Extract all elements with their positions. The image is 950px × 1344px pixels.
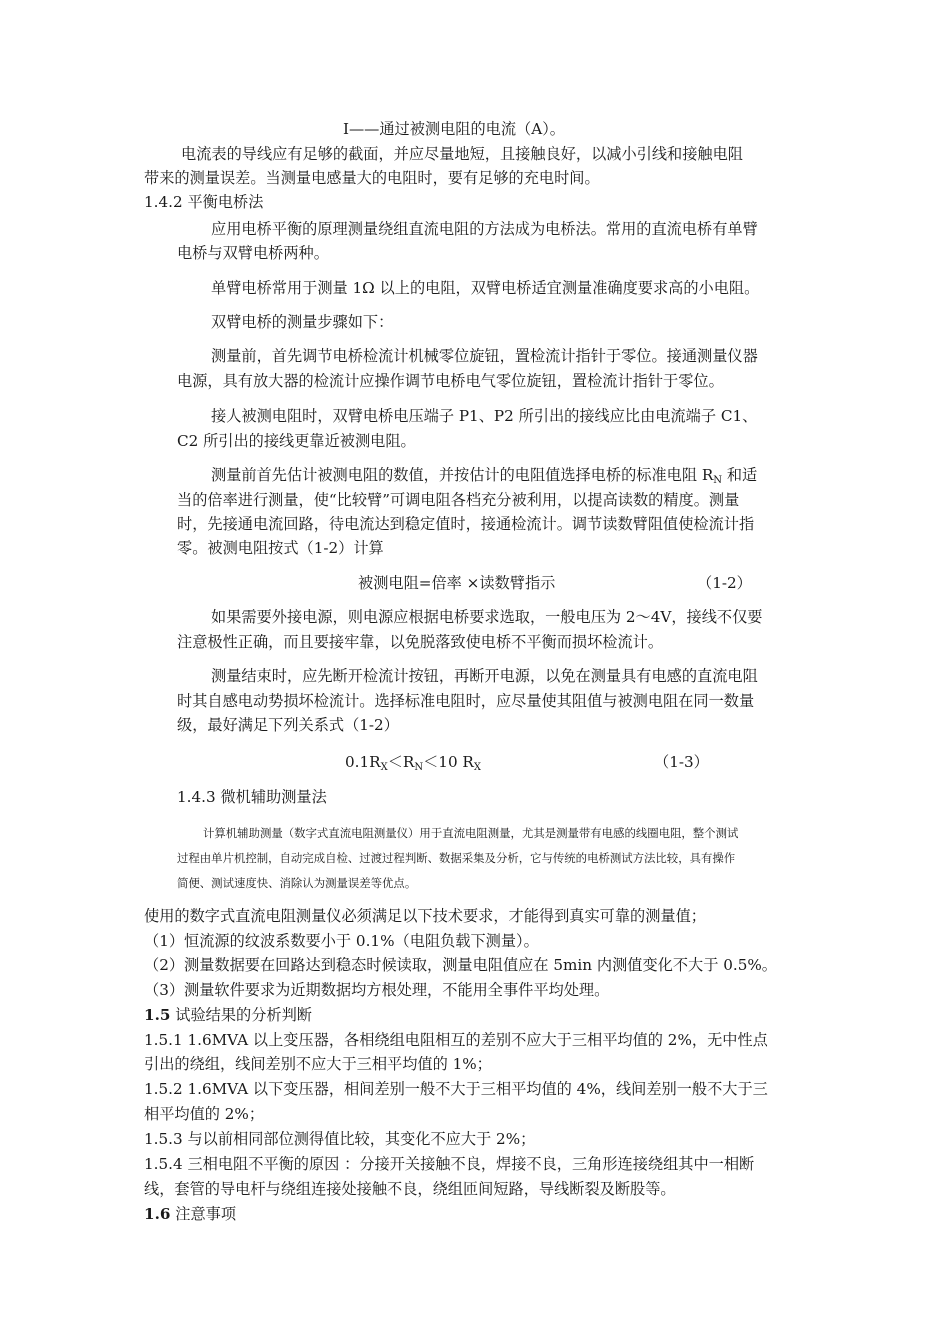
paragraph-line: 如果需要外接电源，则电源应根据电桥要求选取，一般电压为 2～4V，接线不仅要 <box>211 608 763 626</box>
heading-number: 1.5 <box>144 1006 171 1024</box>
paragraph-line: 双臂电桥的测量步骤如下： <box>211 313 394 331</box>
subscript: N <box>414 762 424 773</box>
paragraph-line: 1.5.4 三相电阻不平衡的原因 ：分接开关接触不良，焊接不良，三角形连接绕组其中一相断 <box>144 1155 755 1173</box>
section-heading-1-4-3: 1.4.3 微机辅助测量法 <box>177 788 327 806</box>
heading-text: 试验结果的分析判断 <box>170 1006 312 1024</box>
paragraph-line: 时其自感电动势损坏检流计。选择标准电阻时，应尽量使其阻值与被测电阻在同一数量 <box>177 692 755 710</box>
paragraph-line: 注意极性正确，而且要接牢靠，以免脱落致使电桥不平衡而损坏检流计。 <box>177 633 663 651</box>
paragraph-line: 时，先接通电流回路，待电流达到稳定值时，接通检流计。调节读数臂阻值使检流计指 <box>177 515 755 533</box>
section-heading-1-4-2: 1.4.2 平衡电桥法 <box>144 193 264 211</box>
equation-number: （1-2） <box>697 574 752 592</box>
list-item: （2）测量数据要在回路达到稳态时候读取，测量电阻值应在 5min 内测值变化不大于 0.5%。 <box>144 956 777 974</box>
paragraph-line: 单臂电桥常用于测量 1Ω 以上的电阻，双臂电桥适宜测量准确度要求高的小电阻。 <box>211 279 760 297</box>
paragraph-line: 使用的数字式直流电阻测量仪必须满足以下技术要求，才能得到真实可靠的测量值； <box>144 907 706 925</box>
heading-text: 注意事项 <box>170 1205 237 1223</box>
paragraph-line: 零。被测电阻按式（1-2）计算 <box>177 539 384 557</box>
text-run: ＜10 R <box>423 753 474 771</box>
paragraph-line: 电源，具有放大器的检流计应操作调节电桥电气零位旋钮，置检流计指针于零位。 <box>177 372 724 390</box>
text-run: ＜R <box>387 753 415 771</box>
subscript: X <box>473 762 481 773</box>
paragraph-line: 带来的测量误差。当测量电感量大的电阻时，要有足够的充电时间。 <box>144 169 600 187</box>
paragraph-line: 1.5.2 1.6MVA 以下变压器，相间差别一般不大于三相平均值的 4%，线间差别一般不大于三 <box>144 1080 768 1098</box>
equation-number: （1-3） <box>654 753 709 771</box>
paragraph-line: 级，最好满足下列关系式（1-2） <box>177 716 399 734</box>
section-heading-1-6 <box>144 1203 236 1225</box>
heading-number: 1.6 <box>144 1205 171 1223</box>
text-run: 和适 <box>722 466 758 484</box>
subscript: X <box>380 762 388 773</box>
paragraph-line: 测量前，首先调节电桥检流计机械零位旋钮，置检流计指针于零位。接通测量仪器 <box>211 347 758 365</box>
small-print-line: 过程由单片机控制，自动完成自检、过渡过程判断、数据采集及分析，它与传统的电桥测试方法比较，具有操作 <box>177 851 736 865</box>
paragraph-line: 相平均值的 2%； <box>144 1105 265 1123</box>
list-item: （3）测量软件要求为近期数据均方根处理，不能用全事件平均处理。 <box>144 981 610 999</box>
paragraph-line: 应用电桥平衡的原理测量绕组直流电阻的方法成为电桥法。常用的直流电桥有单臂 <box>211 220 758 238</box>
paragraph-line: C2 所引出的接线更靠近被测电阻。 <box>177 432 416 450</box>
paragraph-line: 引出的绕组，线间差别不应大于三相平均值的 1%； <box>144 1055 492 1073</box>
text-run: 测量前首先估计被测电阻的数值，并按估计的电阻值选择电桥的标准电阻 R <box>211 466 714 484</box>
text-run: 0.1R <box>345 753 381 771</box>
section-heading-1-5 <box>144 1004 312 1026</box>
paragraph-line: 测量结束时，应先断开检流计按钮，再断开电源，以免在测量具有电感的直流电阻 <box>211 667 758 685</box>
paragraph-line: 1.5.3 与以前相同部位测得值比较，其变化不应大于 2%； <box>144 1130 536 1148</box>
paragraph-line: 电流表的导线应有足够的截面，并应尽量地短，且接触良好，以减小引线和接触电阻 <box>181 145 743 163</box>
equation-1-3 <box>345 751 481 773</box>
equation-1-2: 被测电阻=倍率 ×读数臂指示 <box>358 574 556 592</box>
paragraph-line: 1.5.1 1.6MVA 以上变压器，各相绕组电阻相互的差别不应大于三相平均值的 2%，无中性点 <box>144 1031 768 1049</box>
list-item: （1）恒流源的纹波系数要小于 0.1%（电阻负载下测量）。 <box>144 932 539 950</box>
paragraph-line <box>211 464 757 486</box>
paragraph-line: 电桥与双臂电桥两种。 <box>177 244 329 262</box>
small-print-line: 简便、测试速度快、消除认为测量误差等优点。 <box>177 876 417 890</box>
paragraph-line: 线，套管的导电杆与绕组连接处接触不良，绕组匝间短路，导线断裂及断股等。 <box>144 1180 676 1198</box>
formula-variable-note: I——通过被测电阻的电流（A）。 <box>343 120 565 138</box>
paragraph-line: 当的倍率进行测量，使“比较臂”可调电阻各档充分被利用，以提高读数的精度。测量 <box>177 491 740 509</box>
subscript: N <box>713 475 723 486</box>
small-print-line: 计算机辅助测量（数字式直流电阻测量仪）用于直流电阻测量，尤其是测量带有电感的线圈电阻，整个测试 <box>203 826 739 840</box>
paragraph-line: 接人被测电阻时，双臂电桥电压端子 P1、P2 所引出的接线应比由电流端子 C1、 <box>211 407 758 425</box>
